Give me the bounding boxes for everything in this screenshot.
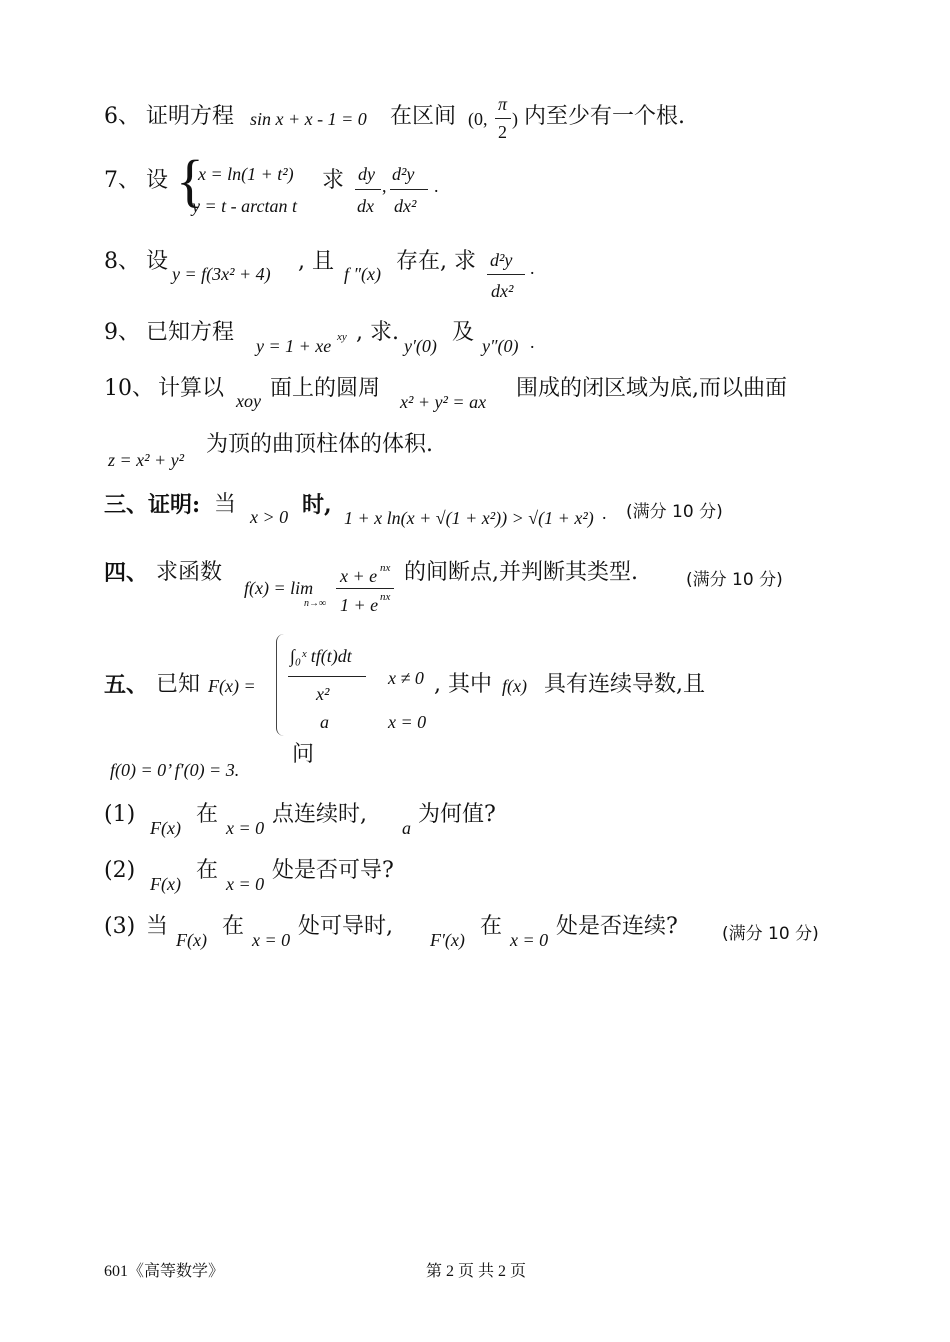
function-lhs: F(x) = [208, 676, 256, 696]
section-text: 求函数 [156, 560, 223, 585]
question-text: 设 [146, 249, 169, 274]
section-title: 三、证明: [104, 492, 201, 518]
case-condition-2: x = 0 [388, 712, 427, 732]
point: x = 0 [510, 930, 549, 950]
section-title: 五、 [104, 672, 149, 698]
section-text: 当 [214, 492, 237, 517]
fraction-bar [355, 189, 381, 190]
fraction-denominator: dx² [394, 196, 417, 216]
sub-question-text: 在 [196, 802, 219, 827]
period: . [602, 503, 607, 523]
question-text: 求 [322, 168, 345, 193]
first-derivative: y′(0) [404, 336, 437, 356]
second-derivative: y″(0) [482, 336, 519, 356]
question-text: 已知方程 [146, 320, 235, 345]
question-text: 计算以 [158, 376, 225, 401]
fraction-numerator: dy [358, 164, 375, 184]
system-row-2: y = t - arctan t [192, 196, 297, 216]
question-text: 设 [146, 168, 169, 193]
fraction-denominator: 1 + e [340, 595, 379, 615]
second-derivative: f ″(x) [344, 264, 381, 284]
exponent: nx [380, 562, 391, 574]
given-conditions: f(0) = 0’ f′(0) = 3. [110, 760, 240, 780]
question-number: 9、 [104, 320, 140, 345]
comma: , [382, 176, 387, 196]
points-label: (满分 10 分) [626, 502, 723, 522]
derivative-function: F′(x) [430, 930, 465, 950]
limit-subscript: n→∞ [304, 598, 327, 609]
function-name: F(x) [176, 930, 207, 950]
function-name: f(x) [502, 676, 527, 696]
section-text: 的间断点,并判断其类型. [404, 560, 638, 585]
point: x = 0 [252, 930, 291, 950]
math-equation: sin x + x - 1 = 0 [250, 109, 367, 129]
param: a [402, 818, 411, 838]
footer-page-number: 第 2 页 共 2 页 [426, 1263, 527, 1280]
sub-question-number: (2) [104, 858, 136, 883]
period: . [530, 258, 535, 278]
left-brace [276, 634, 285, 736]
inequality: 1 + x ln(x + √(1 + x²)) > √(1 + x²) [344, 508, 594, 528]
sub-question-text: 在 [196, 858, 219, 883]
fraction-bar [495, 118, 511, 119]
fraction-denominator: 2 [498, 122, 507, 142]
question-text: 及 [452, 320, 475, 345]
sub-question-text: 为何值? [418, 802, 496, 827]
period: . [530, 332, 535, 352]
fraction-bar [288, 676, 366, 677]
sub-question-number: (1) [104, 802, 136, 827]
period: . [434, 176, 439, 196]
section-text: , 其中 [434, 672, 492, 697]
question-number: 8、 [104, 249, 140, 274]
points-label: (满分 10 分) [722, 924, 819, 944]
math-equation: y = f(3x² + 4) [172, 264, 271, 284]
fraction-bar [336, 588, 394, 589]
interval-open: (0, [468, 109, 488, 129]
question-text: , 求. [356, 320, 399, 345]
sub-question-text: 处可导时, [298, 914, 393, 939]
section-text: 具有连续导数,且 [544, 672, 705, 697]
points-label: (满分 10 分) [686, 570, 783, 590]
function-name: F(x) [150, 874, 181, 894]
fraction-numerator: d²y [490, 250, 513, 270]
sub-question-text: 在 [480, 914, 503, 939]
interval-close: ) [512, 109, 518, 129]
section-text: 问 [292, 742, 315, 767]
exponent: xy [337, 331, 347, 343]
left-brace: { [176, 148, 204, 213]
sub-question-number: (3) [104, 914, 136, 939]
math-equation: y = 1 + xe [256, 336, 332, 356]
fraction-bar [390, 189, 428, 190]
circle-equation: x² + y² = ax [400, 392, 487, 412]
point: x = 0 [226, 818, 265, 838]
exponent: nx [380, 591, 391, 603]
section-title: 四、 [104, 560, 149, 586]
question-number: 6、 [104, 104, 140, 129]
question-text: , 且 [298, 249, 334, 274]
sub-question-text: 当 [146, 914, 169, 939]
condition: x > 0 [250, 507, 289, 527]
plane-label: xoy [236, 391, 261, 411]
integral-numerator: ∫₀ˣ tf(t)dt [290, 646, 352, 666]
question-number: 10、 [104, 376, 154, 401]
point: x = 0 [226, 874, 265, 894]
question-text: 为顶的曲顶柱体的体积. [206, 432, 433, 457]
fraction-denominator: dx [357, 196, 374, 216]
function-lhs: f(x) = lim [244, 578, 314, 598]
question-text: 在区间 [390, 104, 457, 129]
question-text: 存在, 求 [396, 249, 476, 274]
case-value-2: a [320, 712, 329, 732]
question-text: 面上的圆周 [270, 376, 381, 401]
question-text: 证明方程 [146, 104, 235, 129]
surface-equation: z = x² + y² [108, 450, 185, 470]
fraction-bar [487, 274, 525, 275]
system-row-1: x = ln(1 + t²) [198, 164, 294, 184]
fraction-numerator: d²y [392, 164, 415, 184]
function-name: F(x) [150, 818, 181, 838]
question-text: 内至少有一个根. [524, 104, 685, 129]
fraction-denominator: dx² [491, 281, 514, 301]
section-text: 时, [302, 492, 332, 518]
pi-numerator: π [498, 94, 508, 114]
case-condition-1: x ≠ 0 [388, 668, 424, 688]
sub-question-text: 处是否可导? [272, 858, 394, 883]
sub-question-text: 处是否连续? [556, 914, 678, 939]
footer-course: 601《高等数学》 [104, 1263, 225, 1280]
section-text: 已知 [156, 672, 201, 697]
question-text: 围成的闭区域为底,而以曲面 [516, 376, 787, 401]
sub-question-text: 点连续时, [272, 802, 367, 827]
sub-question-text: 在 [222, 914, 245, 939]
fraction-numerator: x + e [340, 566, 378, 586]
fraction-denominator: x² [316, 684, 330, 704]
question-number: 7、 [104, 168, 140, 193]
